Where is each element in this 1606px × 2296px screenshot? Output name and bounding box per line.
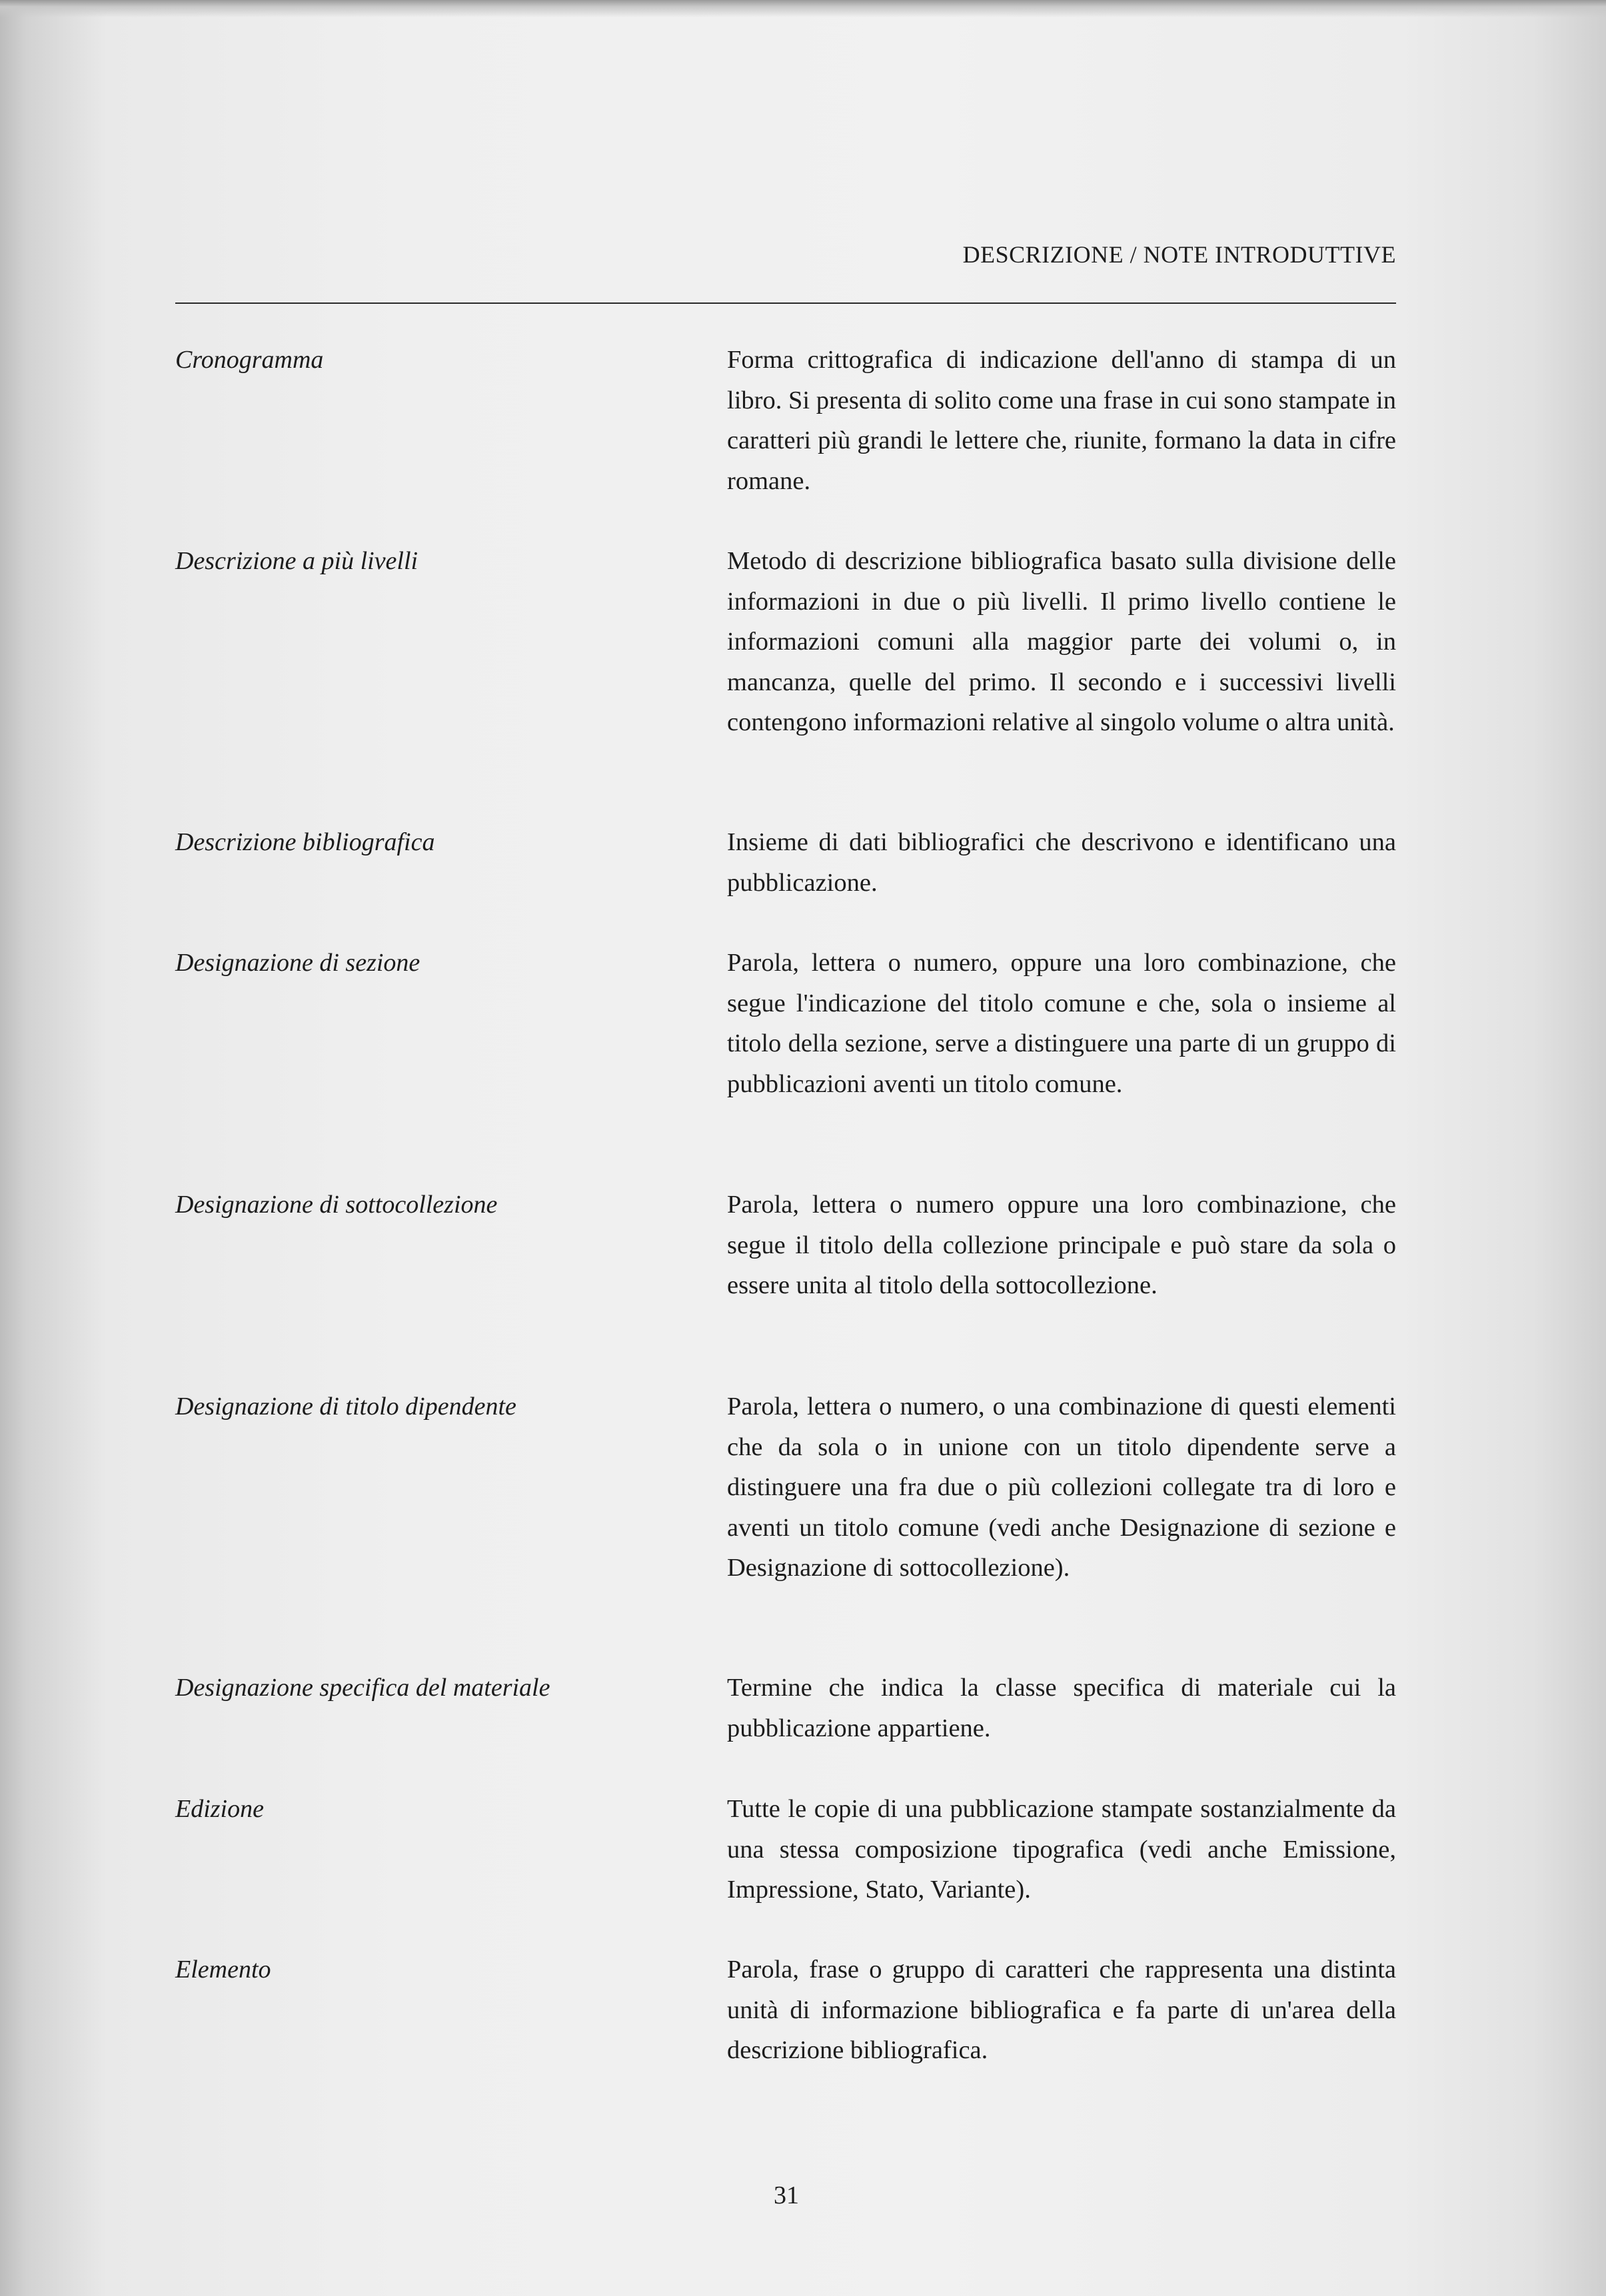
running-head: DESCRIZIONE / NOTE INTRODUTTIVE	[962, 241, 1396, 268]
entry-definition: Parola, lettera o numero, o una combinazione di questi elementi che da sola o in unione con un titolo dipendente serve a distinguere una fra due o più collezioni collegate tra di loro e aventi un titolo comune (vedi anche Designazione di sezione e Designazione di sottocollezione).	[727, 1393, 1396, 1582]
entry-definition: Parola, lettera o numero oppure una loro combinazione, che segue il titolo della collezione principale e può stare da sola o essere unita al titolo della sottocollezione.	[727, 1191, 1396, 1299]
header-rule	[175, 302, 1396, 304]
entry-definition: Termine che indica la classe specifica di materiale cui la pubblicazione appartiene.	[727, 1674, 1396, 1742]
entry-definition: Parola, lettera o numero, oppure una loro combinazione, che segue l'indicazione del titolo comune e che, sola o insieme al titolo della sezione, serve a distinguere una parte di un gruppo di pubblicazioni aventi un titolo comune.	[727, 949, 1396, 1098]
page-number: 31	[774, 2181, 799, 2209]
entry-term: Designazione di sottocollezione	[175, 1191, 498, 1219]
entry-term: Elemento	[175, 1956, 271, 1984]
scan-edge-shadow	[0, 0, 1606, 17]
entry-term: Descrizione bibliografica	[175, 828, 435, 856]
entry-definition: Tutte le copie di una pubblicazione stampate sostanzialmente da una stessa composizione tipografica (vedi anche Emissione, Impressione, Stato, Variante).	[727, 1795, 1396, 1904]
entry-definition: Forma crittografica di indicazione dell'anno di stampa di un libro. Si presenta di solito come una frase in cui sono stampate in caratteri più grandi le lettere che, riunite, formano la data in cifre romane.	[727, 346, 1396, 495]
entry-term: Descrizione a più livelli	[175, 547, 418, 575]
entry-definition: Parola, frase o gruppo di caratteri che rappresenta una distinta unità di informazione bibliografica e fa parte di un'area della descrizione bibliografica.	[727, 1956, 1396, 2064]
entry-term: Designazione di sezione	[175, 949, 420, 977]
entry-term: Cronogramma	[175, 346, 324, 374]
entry-definition: Insieme di dati bibliografici che descrivono e identificano una pubblicazione.	[727, 828, 1396, 897]
entry-term: Edizione	[175, 1795, 264, 1823]
entry-term: Designazione di titolo dipendente	[175, 1393, 516, 1421]
entry-definition: Metodo di descrizione bibliografica basato sulla divisione delle informazioni in due o più livelli. Il primo livello contiene le informazioni comuni alla maggior parte dei volumi o, in mancanza, quelle del primo. Il secondo e i successivi livelli contengono informazioni relative al singolo volume o altra unità.	[727, 547, 1396, 736]
entry-term: Designazione specifica del materiale	[175, 1674, 550, 1702]
